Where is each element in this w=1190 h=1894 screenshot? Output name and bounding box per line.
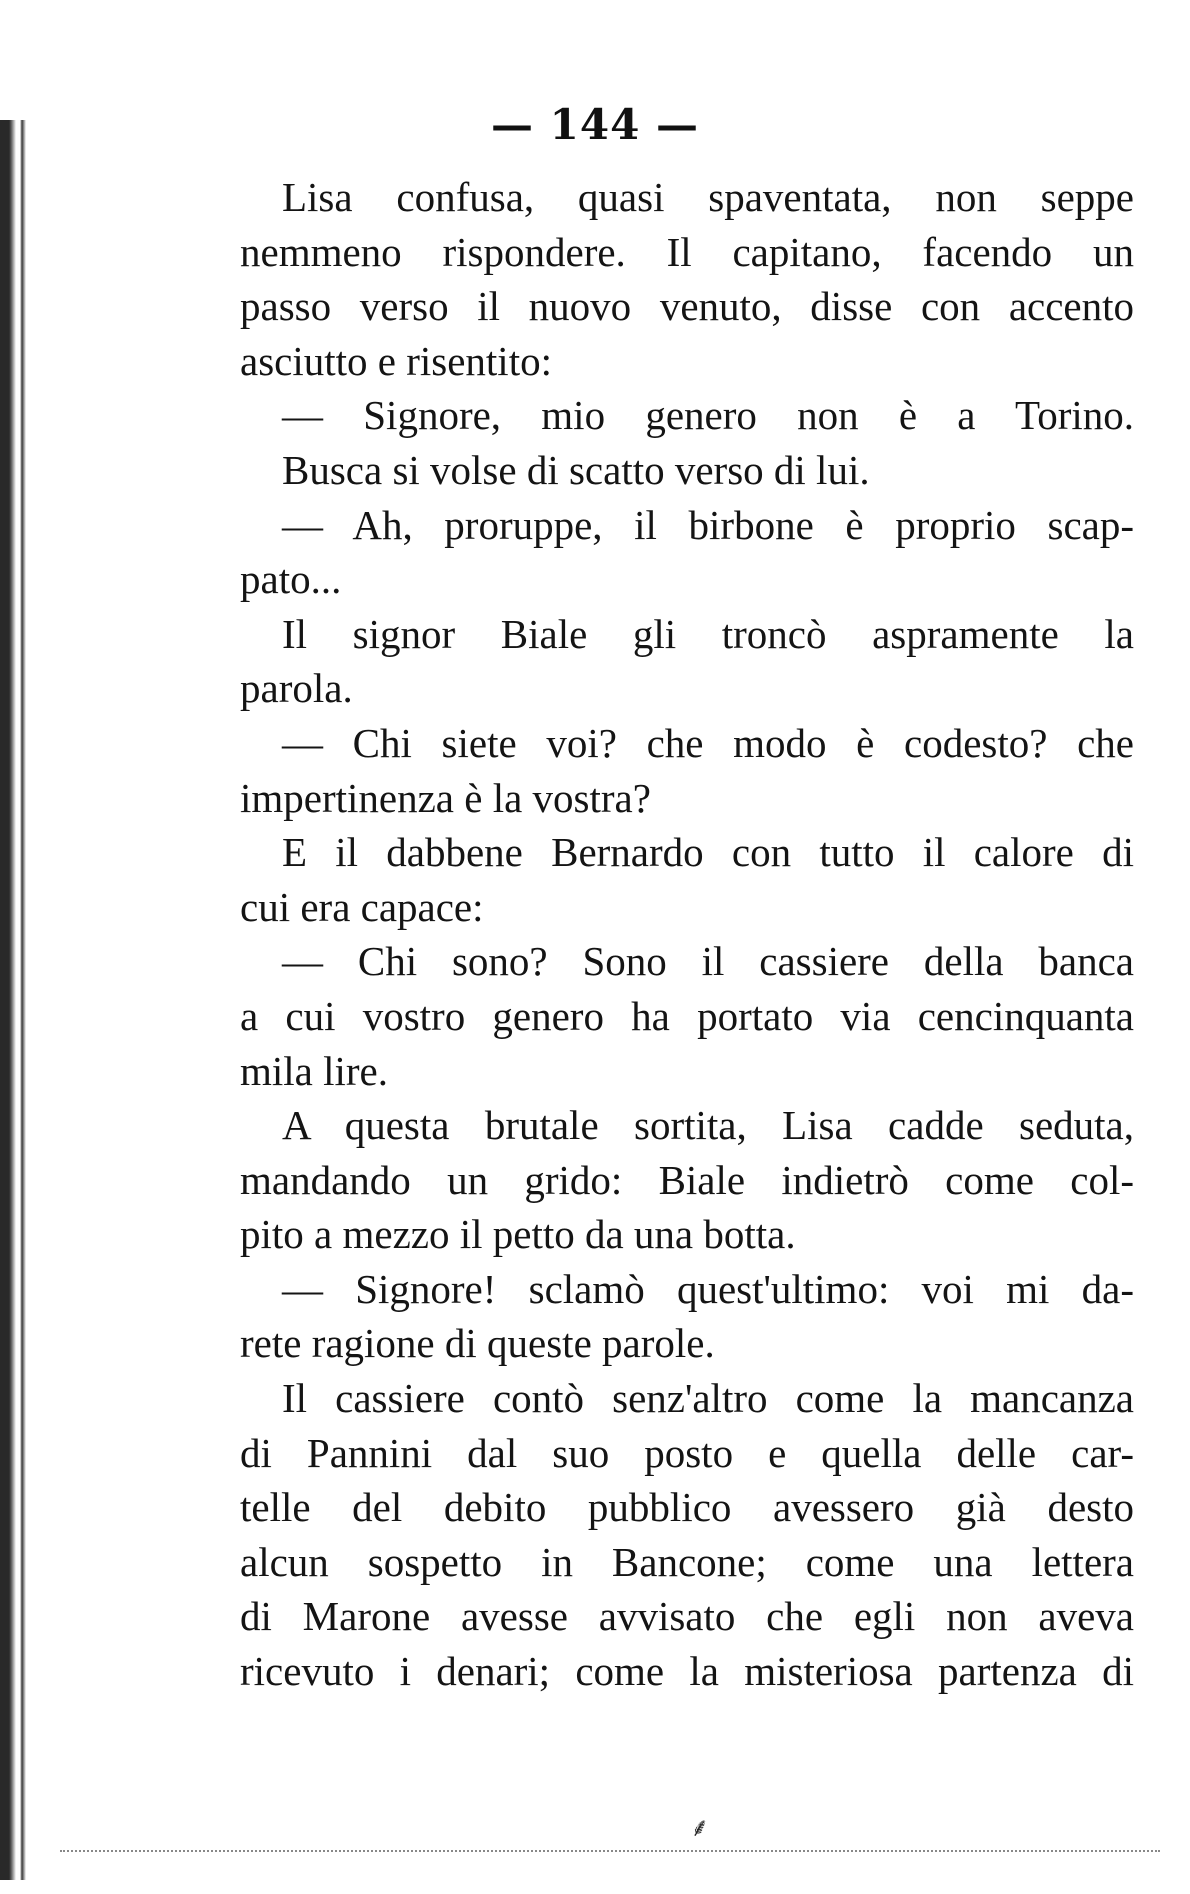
- page-bottom-edge: [60, 1850, 1160, 1872]
- text-line: nemmeno rispondere. Il capitano, facendo un: [240, 228, 1134, 275]
- text-line: impertinenza è la vostra?: [240, 774, 651, 821]
- text-line: mandando un grido: Biale indietrò come col-: [240, 1156, 1134, 1203]
- page-number: — 144 —: [491, 100, 699, 149]
- text-line: cui era capace:: [240, 883, 484, 930]
- book-spine-shadow: [0, 120, 34, 1880]
- text-line: Il signor Biale gli troncò aspramente la: [282, 610, 1134, 657]
- text-line: — Ah, proruppe, il birbone è proprio scap-: [282, 501, 1134, 548]
- text-line: alcun sospetto in Bancone; come una lettera: [240, 1538, 1134, 1585]
- text-line: — Chi siete voi? che modo è codesto? che: [282, 719, 1134, 766]
- text-line: Il cassiere contò senz'altro come la mancanza: [282, 1375, 1134, 1422]
- text-line: mila lire.: [240, 1047, 389, 1094]
- text-line: di Pannini dal suo posto e quella delle car-: [240, 1429, 1134, 1476]
- text-line: a cui vostro genero ha portato via cencinquanta: [240, 992, 1134, 1039]
- text-line: E il dabbene Bernardo con tutto il calore di: [282, 829, 1134, 876]
- text-line: Busca si volse di scatto verso di lui.: [282, 446, 870, 493]
- text-line: passo verso il nuovo venuto, disse con accento: [240, 283, 1134, 330]
- text-line: pito a mezzo il petto da una botta.: [240, 1211, 796, 1258]
- text-line: parola.: [240, 665, 353, 712]
- text-line: — Chi sono? Sono il cassiere della banca: [282, 938, 1134, 985]
- text-line: telle del debito pubblico avessero già desto: [240, 1484, 1134, 1531]
- text-line: di Marone avesse avvisato che egli non aveva: [240, 1593, 1134, 1640]
- printer-mark-icon: ⸙: [690, 1813, 710, 1843]
- text-line: Lisa confusa, quasi spaventata, non seppe: [282, 174, 1134, 220]
- text-line: rete ragione di queste parole.: [240, 1320, 715, 1367]
- text-line: A questa brutale sortita, Lisa cadde seduta,: [282, 1102, 1134, 1149]
- text-line: — Signore! sclamò quest'ultimo: voi mi da-: [282, 1265, 1134, 1312]
- text-line: pato...: [240, 556, 342, 603]
- body-text: [240, 170, 1134, 1699]
- text-line: ricevuto i denari; come la misteriosa partenza di: [240, 1648, 1134, 1695]
- text-line: asciutto e risentito:: [240, 337, 552, 384]
- text-line: — Signore, mio genero non è a Torino.: [282, 392, 1134, 439]
